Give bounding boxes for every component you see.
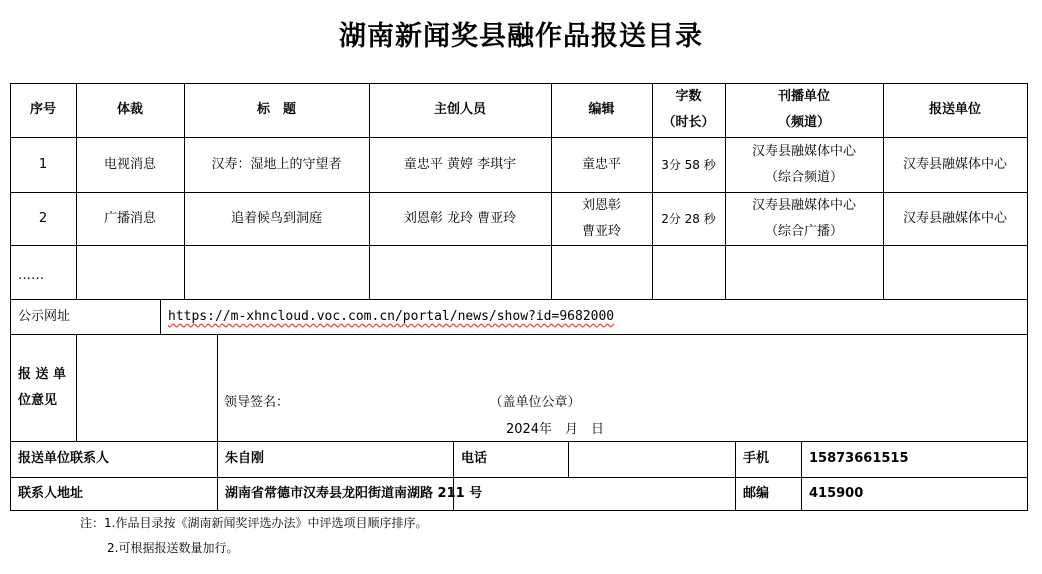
row1-submitter: 汉寿县融媒体中心 (902, 156, 1007, 172)
row1-headline: 汉寿：湿地上的守望者 (211, 156, 342, 172)
header-submitter: 报送单位 (928, 102, 981, 117)
mobile-value: 15873661515 (809, 451, 909, 466)
note-2: 2.可根据报送数量加行。 (107, 541, 239, 555)
row2-genre: 广播消息 (103, 210, 156, 226)
header-headline: 标 题 (256, 102, 296, 117)
row1-publisher-line1: 汉寿县融媒体中心 (751, 143, 856, 159)
public-url-label: 公示网址 (18, 308, 71, 324)
table-rule (76, 334, 77, 441)
header-publisher-line1: 刊播单位 (777, 89, 830, 104)
row2-length: 2分 28 秒 (661, 211, 716, 226)
note-1: 注：1.作品目录按《湖南新闻奖评选办法》中评选项目顺序排序。 (80, 516, 428, 530)
address-label: 联系人地址 (18, 485, 84, 501)
contact-name: 朱自刚 (225, 451, 265, 466)
row2-publisher-line1: 汉寿县融媒体中心 (751, 197, 856, 213)
row1-creators: 童忠平 黄婷 李琪宇 (403, 156, 517, 172)
header-creators: 主创人员 (433, 102, 486, 117)
row2-seq: 2 (38, 210, 48, 226)
row2-submitter: 汉寿县融媒体中心 (902, 210, 1007, 226)
row2-editor-line1: 刘恩彰 (581, 197, 621, 213)
header-length-line2: （时长） (662, 115, 715, 130)
postcode-value: 415900 (809, 485, 864, 501)
ellipsis-row: …… (18, 268, 44, 283)
page-title: 湖南新闻奖县融作品报送目录 (339, 21, 703, 52)
row2-publisher (725, 192, 883, 245)
contact-label: 报送单位联系人 (18, 451, 110, 466)
table-border-bottom (10, 510, 1028, 511)
mobile-label: 手机 (743, 451, 770, 466)
row2-publisher-line2: （综合广播） (764, 223, 843, 239)
public-url-link[interactable] (160, 299, 1027, 334)
header-publisher-line2: （频道） (777, 115, 830, 130)
row1-genre: 电视消息 (103, 156, 156, 172)
row2-editor (551, 192, 652, 245)
header-editor: 编辑 (588, 102, 615, 117)
opinion-label-line2: 位意见 (18, 392, 58, 408)
row2-creators: 刘恩彰 龙玲 曹亚玲 (403, 210, 517, 226)
row1-publisher (725, 137, 883, 192)
leader-sign: 领导签名： (224, 395, 290, 410)
header-length (652, 83, 725, 137)
header-length-line1: 字数 (675, 89, 702, 104)
row1-editor (551, 137, 652, 192)
row2-headline: 追着候鸟到洞庭 (230, 210, 322, 226)
address-value: 湖南省常德市汉寿县龙阳街道南湖路 211 号 (225, 485, 483, 501)
phone-value (568, 441, 735, 477)
row1-seq: 1 (38, 156, 48, 172)
row2-editor-line2: 曹亚玲 (581, 223, 621, 239)
row1-publisher-line2: （综合频道） (764, 169, 843, 185)
row1-editor-line1: 童忠平 (581, 156, 621, 172)
public-url-text[interactable]: https://m-xhncloud.voc.com.cn/portal/news/show?id=9682000 (168, 308, 615, 324)
header-publisher (725, 83, 883, 137)
table-rule (10, 334, 1028, 335)
postcode-label: 邮编 (743, 485, 770, 501)
phone-label: 电话 (461, 451, 488, 466)
header-genre: 体裁 (116, 102, 143, 117)
sign-date: 2024年 月 日 (505, 422, 605, 437)
table-border-right (1027, 83, 1028, 511)
opinion-label-line1: 报 送 单 (18, 366, 67, 382)
opinion-label (10, 334, 76, 441)
header-seq: 序号 (29, 102, 56, 117)
row1-length: 3分 58 秒 (661, 157, 716, 172)
stamp-text: （盖单位公章） (489, 395, 581, 410)
table-rule (10, 245, 1028, 246)
